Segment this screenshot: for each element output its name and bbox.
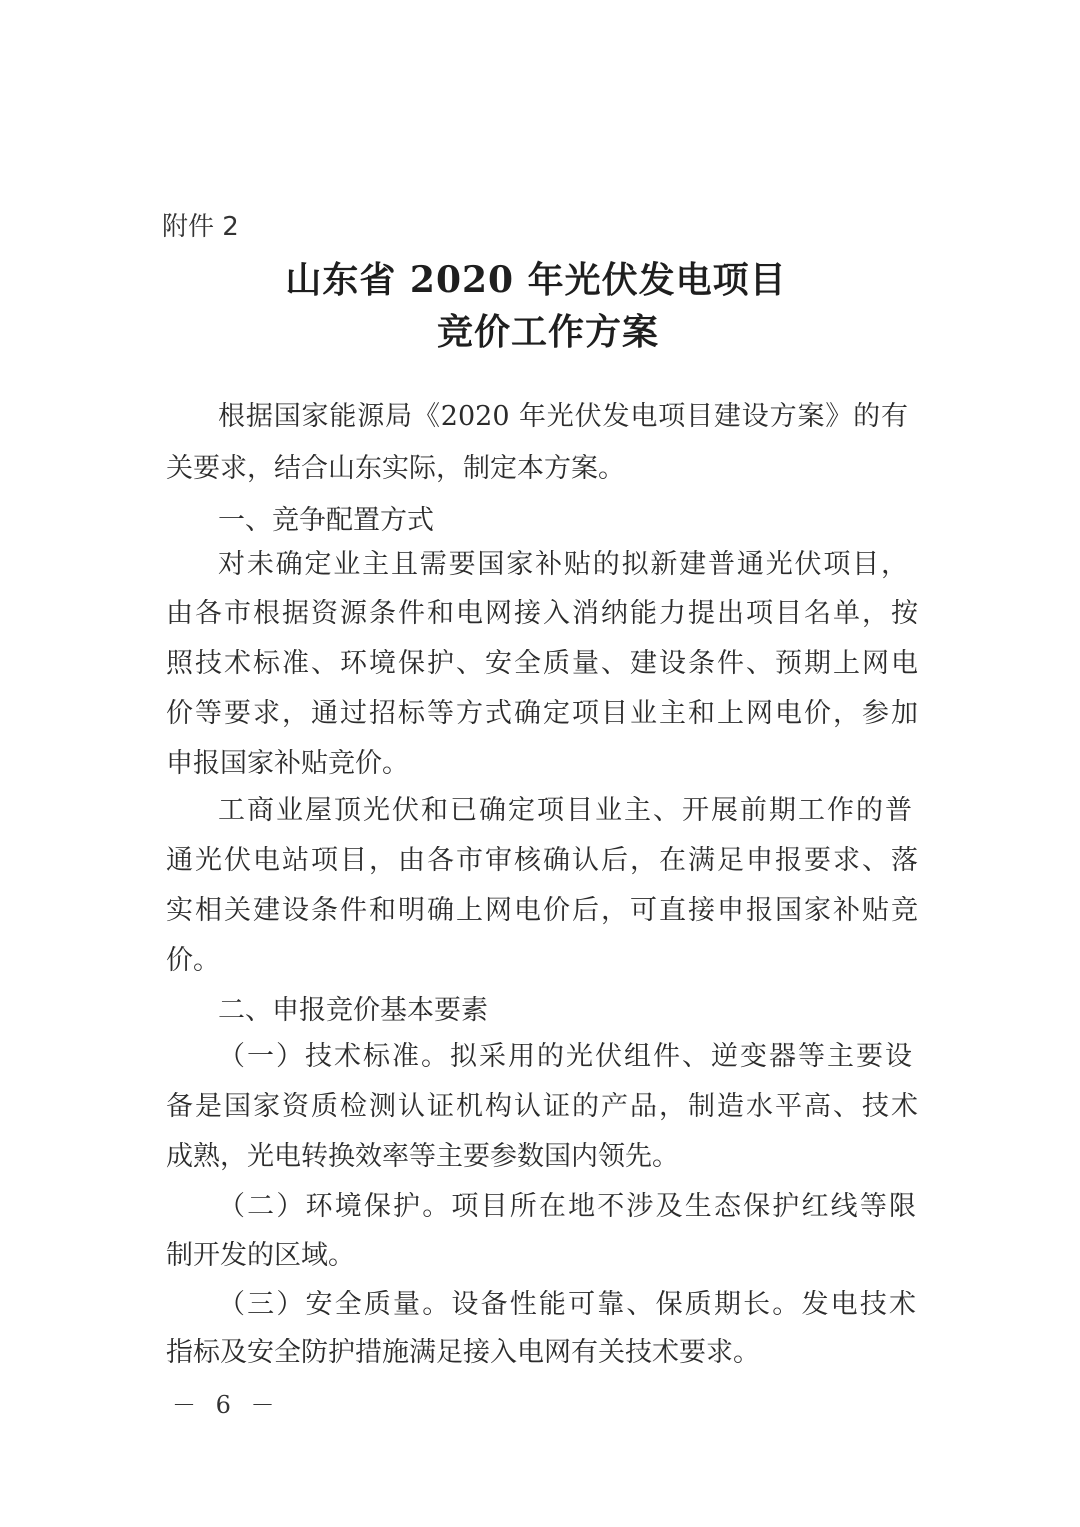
body-line: 制开发的区域。 [166, 1241, 355, 1271]
body-line: （三）安全质量。设备性能可靠、保质期长。发电技术 [218, 1290, 916, 1320]
body-line: 照技术标准、环境保护、安全质量、建设条件、预期上网电 [166, 649, 918, 679]
body-line: 实相关建设条件和明确上网电价后，可直接申报国家补贴竞 [166, 896, 918, 926]
document-title-line-1: 山东省 2020 年光伏发电项目 [285, 259, 787, 301]
body-line: 价等要求，通过招标等方式确定项目业主和上网电价，参加 [166, 699, 918, 729]
page-number: － 6 － [172, 1391, 281, 1419]
body-line: （一）技术标准。拟采用的光伏组件、逆变器等主要设 [218, 1042, 912, 1072]
attachment-label: 附件 2 [162, 212, 239, 242]
body-line: 通光伏电站项目，由各市审核确认后，在满足申报要求、落 [166, 846, 918, 876]
document-title-line-2: 竞价工作方案 [436, 311, 659, 353]
body-line: 申报国家补贴竞价。 [166, 749, 409, 779]
body-line: 关要求，结合山东实际，制定本方案。 [166, 454, 625, 484]
body-line: 工商业屋顶光伏和已确定项目业主、开展前期工作的普 [218, 796, 912, 826]
body-line: 备是国家资质检测认证机构认证的产品，制造水平高、技术 [166, 1092, 918, 1122]
body-line: 成熟，光电转换效率等主要参数国内领先。 [166, 1142, 679, 1172]
body-line: 根据国家能源局《2020 年光伏发电项目建设方案》的有 [218, 402, 908, 432]
section-heading-1: 一、竞争配置方式 [218, 505, 434, 536]
body-line: （二）环境保护。项目所在地不涉及生态保护红线等限 [218, 1192, 916, 1222]
section-heading-2: 二、申报竞价基本要素 [218, 995, 488, 1026]
body-line: 对未确定业主且需要国家补贴的拟新建普通光伏项目， [218, 550, 908, 580]
body-line: 价。 [166, 946, 220, 976]
body-line: 指标及安全防护措施满足接入电网有关技术要求。 [166, 1338, 760, 1368]
body-line: 由各市根据资源条件和电网接入消纳能力提出项目名单，按 [166, 599, 918, 629]
